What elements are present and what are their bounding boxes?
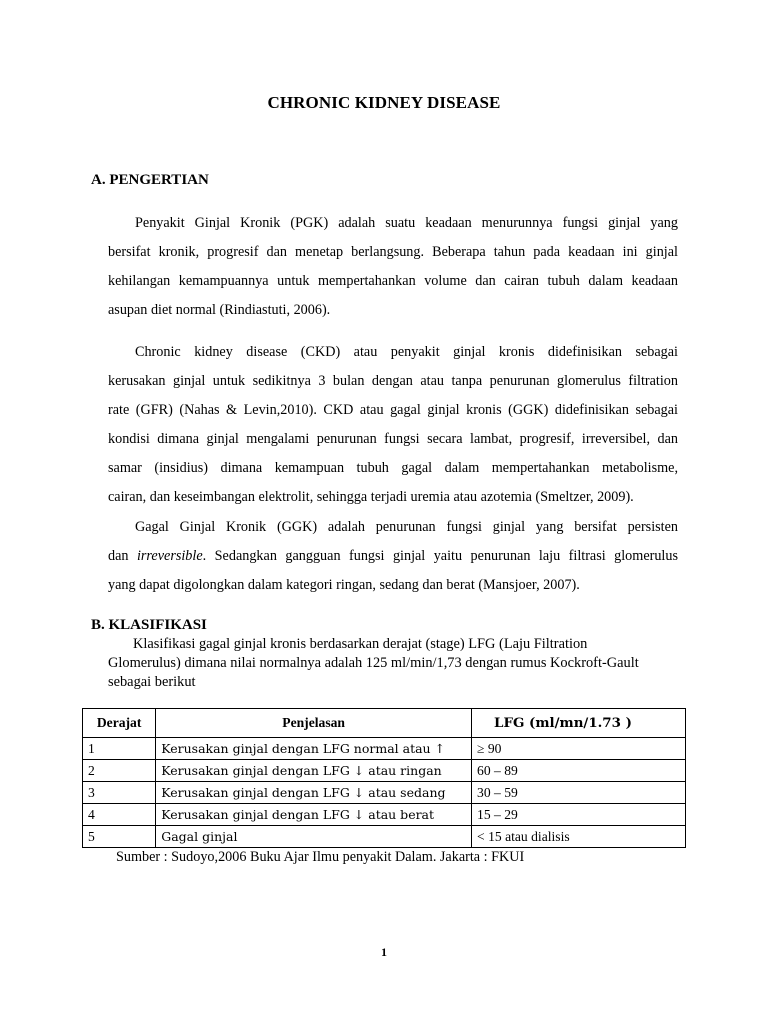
cell-penjelasan: Gagal ginjal bbox=[156, 826, 472, 848]
paragraph-line: Gagal Ginjal Kronik (GGK) adalah penurunan fungsi ginjal yang bersifat persisten bbox=[135, 519, 678, 535]
text-run: . Sedangkan gangguan fungsi ginjal yaitu penurunan laju filtrasi glomerulus bbox=[202, 548, 678, 564]
table-row bbox=[83, 826, 686, 848]
table-source-note: Sumber : Sudoyo,2006 Buku Ajar Ilmu penyakit Dalam. Jakarta : FKUI bbox=[116, 849, 525, 865]
cell-derajat: 3 bbox=[83, 782, 156, 804]
table-row bbox=[83, 804, 686, 826]
table-header-row bbox=[83, 709, 686, 738]
column-header-penjelasan: Penjelasan bbox=[156, 709, 472, 738]
cell-derajat: 5 bbox=[83, 826, 156, 848]
paragraph-line: kehilangan kemampuannya untuk mempertahankan volume dan cairan tubuh dalam keadaan bbox=[108, 273, 678, 289]
paragraph-line: Penyakit Ginjal Kronik (PGK) adalah suatu keadaan menurunnya fungsi ginjal yang bbox=[135, 215, 678, 231]
paragraph-line: samar (insidius) dimana kemampuan tubuh gagal dalam mempertahankan metabolisme, bbox=[108, 460, 678, 476]
paragraph-line bbox=[108, 542, 678, 571]
paragraph-ggk bbox=[108, 513, 678, 600]
cell-penjelasan: Kerusakan ginjal dengan LFG ↓ atau ringan bbox=[156, 760, 472, 782]
cell-penjelasan: Kerusakan ginjal dengan LFG ↓ atau berat bbox=[156, 804, 472, 826]
cell-lfg: 60 – 89 bbox=[472, 760, 686, 782]
paragraph-line: Chronic kidney disease (CKD) atau penyakit ginjal kronis didefinisikan sebagai bbox=[135, 344, 678, 360]
paragraph-line: kerusakan ginjal untuk sedikitnya 3 bulan dengan atau tanpa penurunan glomerulus filtration bbox=[108, 373, 678, 389]
paragraph-line: rate (GFR) (Nahas & Levin,2010). CKD atau gagal ginjal kronis (GGK) didefinisikan sebagai bbox=[108, 402, 678, 418]
paragraph-line: asupan diet normal (Rindiastuti, 2006). bbox=[108, 302, 331, 318]
cell-derajat: 4 bbox=[83, 804, 156, 826]
cell-derajat: 1 bbox=[83, 738, 156, 760]
cell-derajat: 2 bbox=[83, 760, 156, 782]
cell-lfg: ≥ 90 bbox=[472, 738, 686, 760]
text-run: dan bbox=[108, 548, 137, 564]
intro-line: Glomerulus) dimana nilai normalnya adalah 125 ml/min/1,73 dengan rumus Kockroft-Gault bbox=[108, 655, 639, 671]
cell-lfg: < 15 atau dialisis bbox=[472, 826, 686, 848]
column-header-derajat: Derajat bbox=[83, 709, 156, 738]
cell-lfg: 15 – 29 bbox=[472, 804, 686, 826]
classification-table bbox=[82, 708, 686, 848]
section-a-heading: A. PENGERTIAN bbox=[91, 172, 209, 188]
cell-penjelasan: Kerusakan ginjal dengan LFG ↓ atau sedang bbox=[156, 782, 472, 804]
table-row bbox=[83, 760, 686, 782]
cell-lfg: 30 – 59 bbox=[472, 782, 686, 804]
cell-penjelasan: Kerusakan ginjal dengan LFG normal atau ↑ bbox=[156, 738, 472, 760]
paragraph-line: bersifat kronik, progresif dan menetap berlangsung. Beberapa tahun pada keadaan ini ginjal bbox=[108, 244, 678, 260]
table-row bbox=[83, 738, 686, 760]
paragraph-pgk bbox=[108, 209, 678, 325]
italic-term: irreversible bbox=[136, 548, 203, 564]
intro-line: Klasifikasi gagal ginjal kronis berdasarkan derajat (stage) LFG (Laju Filtration bbox=[133, 636, 588, 652]
paragraph-line: cairan, dan keseimbangan elektrolit, sehingga terjadi uremia atau azotemia (Smeltzer, 2009). bbox=[108, 489, 634, 505]
page-number: 1 bbox=[381, 945, 387, 959]
paragraph-line: kondisi dimana ginjal mengalami penurunan fungsi secara lambat, progresif, irreversibel, dan bbox=[108, 431, 678, 447]
column-header-lfg: LFG (ml/mn/1.73 ) bbox=[472, 709, 686, 738]
intro-line: sebagai berikut bbox=[108, 674, 196, 690]
section-b-heading: B. KLASIFIKASI bbox=[91, 617, 207, 633]
document-title: CHRONIC KIDNEY DISEASE bbox=[267, 93, 501, 112]
table-row bbox=[83, 782, 686, 804]
paragraph-line: yang dapat digolongkan dalam kategori ringan, sedang dan berat (Mansjoer, 2007). bbox=[108, 577, 580, 593]
paragraph-ckd bbox=[108, 338, 678, 512]
klasifikasi-intro bbox=[108, 635, 678, 692]
